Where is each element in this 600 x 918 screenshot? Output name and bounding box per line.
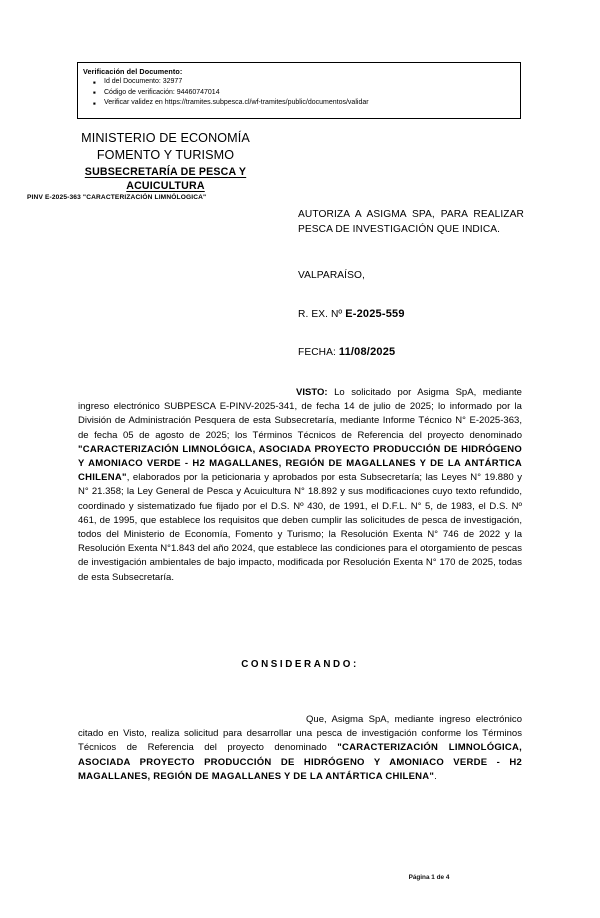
reference-line: PINV E-2025-363 "CARACTERIZACIÓN LIMNÓLOGICA"	[27, 194, 207, 201]
considerando-part-2: .	[434, 770, 437, 782]
considerando-heading: CONSIDERANDO:	[241, 659, 359, 670]
date-line	[298, 346, 395, 358]
considerando-paragraph	[78, 713, 522, 784]
ministry-line-1: MINISTERIO DE ECONOMÍA	[81, 131, 250, 145]
page-number-label: Página 1 de 4	[408, 874, 450, 881]
resolution-label: R. EX. Nº	[298, 309, 346, 320]
date-value: 11/08/2025	[338, 346, 396, 358]
visto-paragraph	[78, 386, 522, 585]
considerando-section	[78, 713, 522, 784]
considerando-project-title: "CARACTERIZACIÓN LIMNOLÓGICA, ASOCIADA PROYECTO PRODUCCIÓN DE HIDRÓGENO Y AMONIACO VERDE - H2 MAGALLANES, REGIÓN DE MAGALLANES Y DE LA ANTÁRTICA CHILENA"	[78, 742, 522, 782]
ministry-heading	[48, 130, 283, 163]
considerando-part-1: Que, Asigma SpA, mediante ingreso electrónico citado en Visto, realiza solicitud para desarrollar una pesca de investigación conforme los Términos Técnicos de Referencia del proyecto denominado	[78, 714, 522, 754]
verification-item-code: ■ Código de verificación: 94460747014	[104, 88, 520, 99]
resolution-number-line	[298, 308, 405, 320]
visto-section	[78, 386, 522, 585]
page-footer	[0, 874, 600, 881]
resolution-number: E-2025-559	[345, 308, 405, 320]
date-label: FECHA:	[298, 347, 339, 358]
place-line: VALPARAÍSO,	[298, 270, 365, 281]
visto-part-2: , elaborados por la peticionaria y aprobados por esta Subsecretaría; las Leyes N° 19.880 y N° 21.358; la Ley General de Pesca y Acuicultura N° 18.892 y sus modificaciones cuyo texto refundido, coordinado y sistematizado fue fijado por el D.S. Nº 430, de 1991, el D.F.L. N° 5, de 1983, el D.S. Nº 461, de 1995, que establece los requisitos que deben cumplir las solicitudes de pesca de investigación, todos del Ministerio de Economía, Fomento y Turismo; la Resolución Exenta N° 746 de 2022 y la Resolución Exenta N°1.843 del año 2024, que establece las condiciones para el otorgamiento de pescas de investigación ambientales de bajo impacto, modificada por Resolución Exenta N° 170 de 2025, todas de esta Subsecretaría.	[78, 472, 522, 583]
ministry-line-2: FOMENTO Y TURISMO	[96, 147, 235, 162]
verification-list	[78, 77, 520, 109]
visto-part-1: Lo solicitado por Asigma SpA, mediante ingreso electrónico SUBPESCA E-PINV-2025-341, de fecha 14 de julio de 2025; lo informado por la División de Administración Pesquera de esta Subsecretaría, mediante Informe Técnico N° E-2025-363, de fecha 05 de agosto de 2025; los Términos Técnicos de Referencia del proyecto denominado	[78, 387, 522, 441]
verification-box	[77, 62, 521, 119]
subject-text: AUTORIZA A ASIGMA SPA, PARA REALIZAR PESCA DE INVESTIGACIÓN QUE INDICA.	[298, 209, 524, 235]
verification-item-url: ■ Verificar validez en https://tramites.subpesca.cl/wf-tramites/public/documentos/validar	[104, 98, 520, 109]
subsecretaria-heading	[48, 166, 283, 193]
subsecretaria-line-1: SUBSECRETARÍA DE PESCA Y	[84, 166, 247, 178]
subsecretaria-line-2: ACUICULTURA	[126, 179, 205, 192]
verification-item-document-id: ■ Id del Documento: 32977	[104, 77, 520, 88]
verification-title: Verificación del Documento:	[83, 67, 183, 76]
visto-heading: VISTO:	[296, 387, 328, 398]
visto-project-title: "CARACTERIZACIÓN LIMNOLÓGICA, ASOCIADA PROYECTO PRODUCCIÓN DE HIDRÓGENO Y AMONIACO VERDE - H2 MAGALLANES, REGIÓN DE MAGALLANES Y DE LA ANTÁRTICA CHILENA"	[78, 443, 522, 484]
